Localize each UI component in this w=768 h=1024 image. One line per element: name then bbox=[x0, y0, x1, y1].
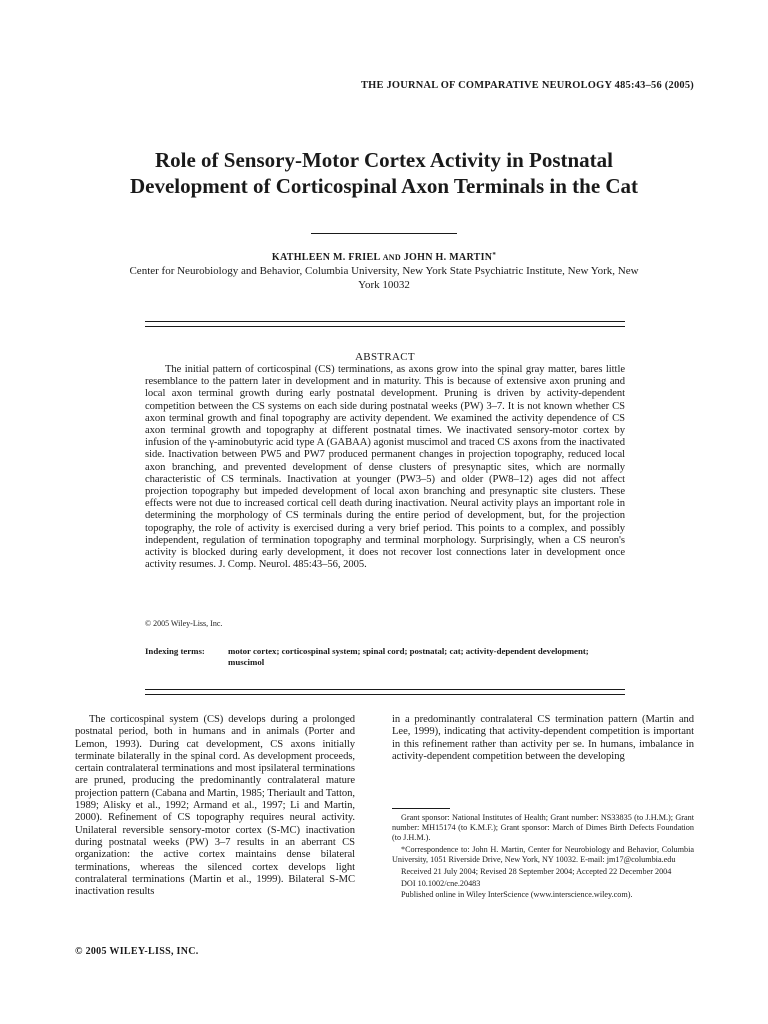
footnote-grant: Grant sponsor: National Institutes of Health; Grant number: NS33835 (to J.H.M.); Grant number: MH15174 (to K.M.F.); Grant sponsor: March of Dimes Birth Defects Foundation (to J.H.M.). bbox=[392, 813, 694, 843]
abstract-bottom-rule bbox=[145, 689, 625, 695]
body-paragraph-continued: in a predominantly contralateral CS termination pattern (Martin and Lee, 1999), indicating that activity-dependent competition is important in this refinement rather than activity per se. In humans, imbalance in activity-dependent competition between the developing bbox=[392, 714, 694, 762]
author-list bbox=[120, 251, 648, 263]
title-divider bbox=[311, 233, 457, 234]
page-copyright: © 2005 WILEY-LISS, INC. bbox=[75, 946, 199, 957]
footnote-received: Received 21 July 2004; Revised 28 September 2004; Accepted 22 December 2004 bbox=[401, 867, 672, 877]
abstract-heading: ABSTRACT bbox=[355, 351, 415, 363]
author-first: KATHLEEN M. FRIEL bbox=[271, 252, 380, 263]
footnote-published: Published online in Wiley InterScience (www.interscience.wiley.com). bbox=[401, 890, 633, 900]
correspondence-marker: * bbox=[492, 251, 497, 259]
footnotes bbox=[392, 813, 694, 902]
body-column-left bbox=[75, 714, 355, 974]
abstract-copyright: © 2005 Wiley-Liss, Inc. bbox=[145, 619, 223, 628]
article-title: Role of Sensory-Motor Cortex Activity in Postnatal Development of Corticospinal Axon Terminals in the Cat bbox=[129, 148, 639, 198]
indexing-keywords: motor cortex; corticospinal system; spinal cord; postnatal; cat; activity-dependent development; muscimol bbox=[228, 646, 589, 667]
journal-header: THE JOURNAL OF COMPARATIVE NEUROLOGY 485:43–56 (2005) bbox=[360, 80, 694, 91]
abstract-top-rule bbox=[145, 321, 625, 327]
footnote-doi: DOI 10.1002/cne.20483 bbox=[401, 878, 481, 888]
body-column-right bbox=[392, 714, 694, 763]
abstract-text: The initial pattern of corticospinal (CS) terminations, as axons grow into the spinal gray matter, bares little resemblance to the pattern later in development and in maturity. This is because of extensive axon pruning and local axon terminal growth during early postnatal development. Pruning is driven by activity-dependent competition between the CS systems on each side during postnatal weeks (PW) 3–7. It is not known whether CS axon terminal growth and final topography are activity dependent. We examined the activity dependence of CS axon terminal growth and topography at different postnatal times. We inactivated sensory-motor cortex by infusion of the γ-aminobutyric acid type A (GABAA) agonist muscimol and traced CS axons from the inactivated side. Inactivation between PW5 and PW7 produced permanent changes in projection topography, reduced local axon branching, and prevented development of dense clusters of presynaptic sites, which are normally characteristic of CS terminals. Inactivation at younger (PW3–5) and older (PW8–12) ages did not affect projection topography but impeded development of local axon branching and presynaptic site clusters. These effects were not due to increased cortical cell death during inactivation. Neural activity plays an important role in determining the morphology of CS terminals during the entire period of development, but, for the projection topography, the role of activity is exercised during a very brief period. This points to a complex, and possibly independent, regulation of termination topography and terminal morphology. Surprisingly, when a CS neuron's activity is blocked during early development, it does not recover lost connections later in development once activity resumes. J. Comp. Neurol. 485:43–56, 2005. bbox=[145, 364, 625, 571]
footnote-correspondence: *Correspondence to: John H. Martin, Center for Neurobiology and Behavior, Columbia University, 1051 Riverside Drive, New York, NY 10032. E-mail: jm17@columbia.edu bbox=[392, 845, 694, 865]
body-paragraph: The corticospinal system (CS) develops during a prolonged postnatal period, both in humans and in animals (Porter and Lemon, 1993). During cat development, CS axons initially terminate bilaterally in the spinal cord. As development proceeds, certain contralateral terminations and most ipsilateral terminations are pruned, producing the predominantly contralateral mature projection pattern (Cabana and Martin, 1985; Theriault and Tatton, 1989; Alisky et al., 1992; Armand et al., 1997; Li and Martin, 2000). Refinement of CS topography requires neural activity. Unilateral reversible sensory-motor cortex (S-MC) inactivation during postnatal weeks (PW) 3–7 results in an aberrant CS organization: the active cortex maintains dense bilateral terminations, whereas the silenced cortex develops light contralateral terminations (Martin et al., 1999). Bilateral S-MC inactivation results bbox=[75, 714, 355, 898]
indexing-terms bbox=[145, 646, 625, 668]
author-conjunction: AND bbox=[382, 253, 401, 262]
indexing-label: Indexing terms: bbox=[145, 646, 205, 656]
footnote-divider bbox=[392, 808, 450, 809]
author-second: JOHN H. MARTIN bbox=[403, 252, 493, 263]
affiliation: Center for Neurobiology and Behavior, Columbia University, New York State Psychiatric Institute, New York, New York 10032 bbox=[129, 265, 639, 291]
